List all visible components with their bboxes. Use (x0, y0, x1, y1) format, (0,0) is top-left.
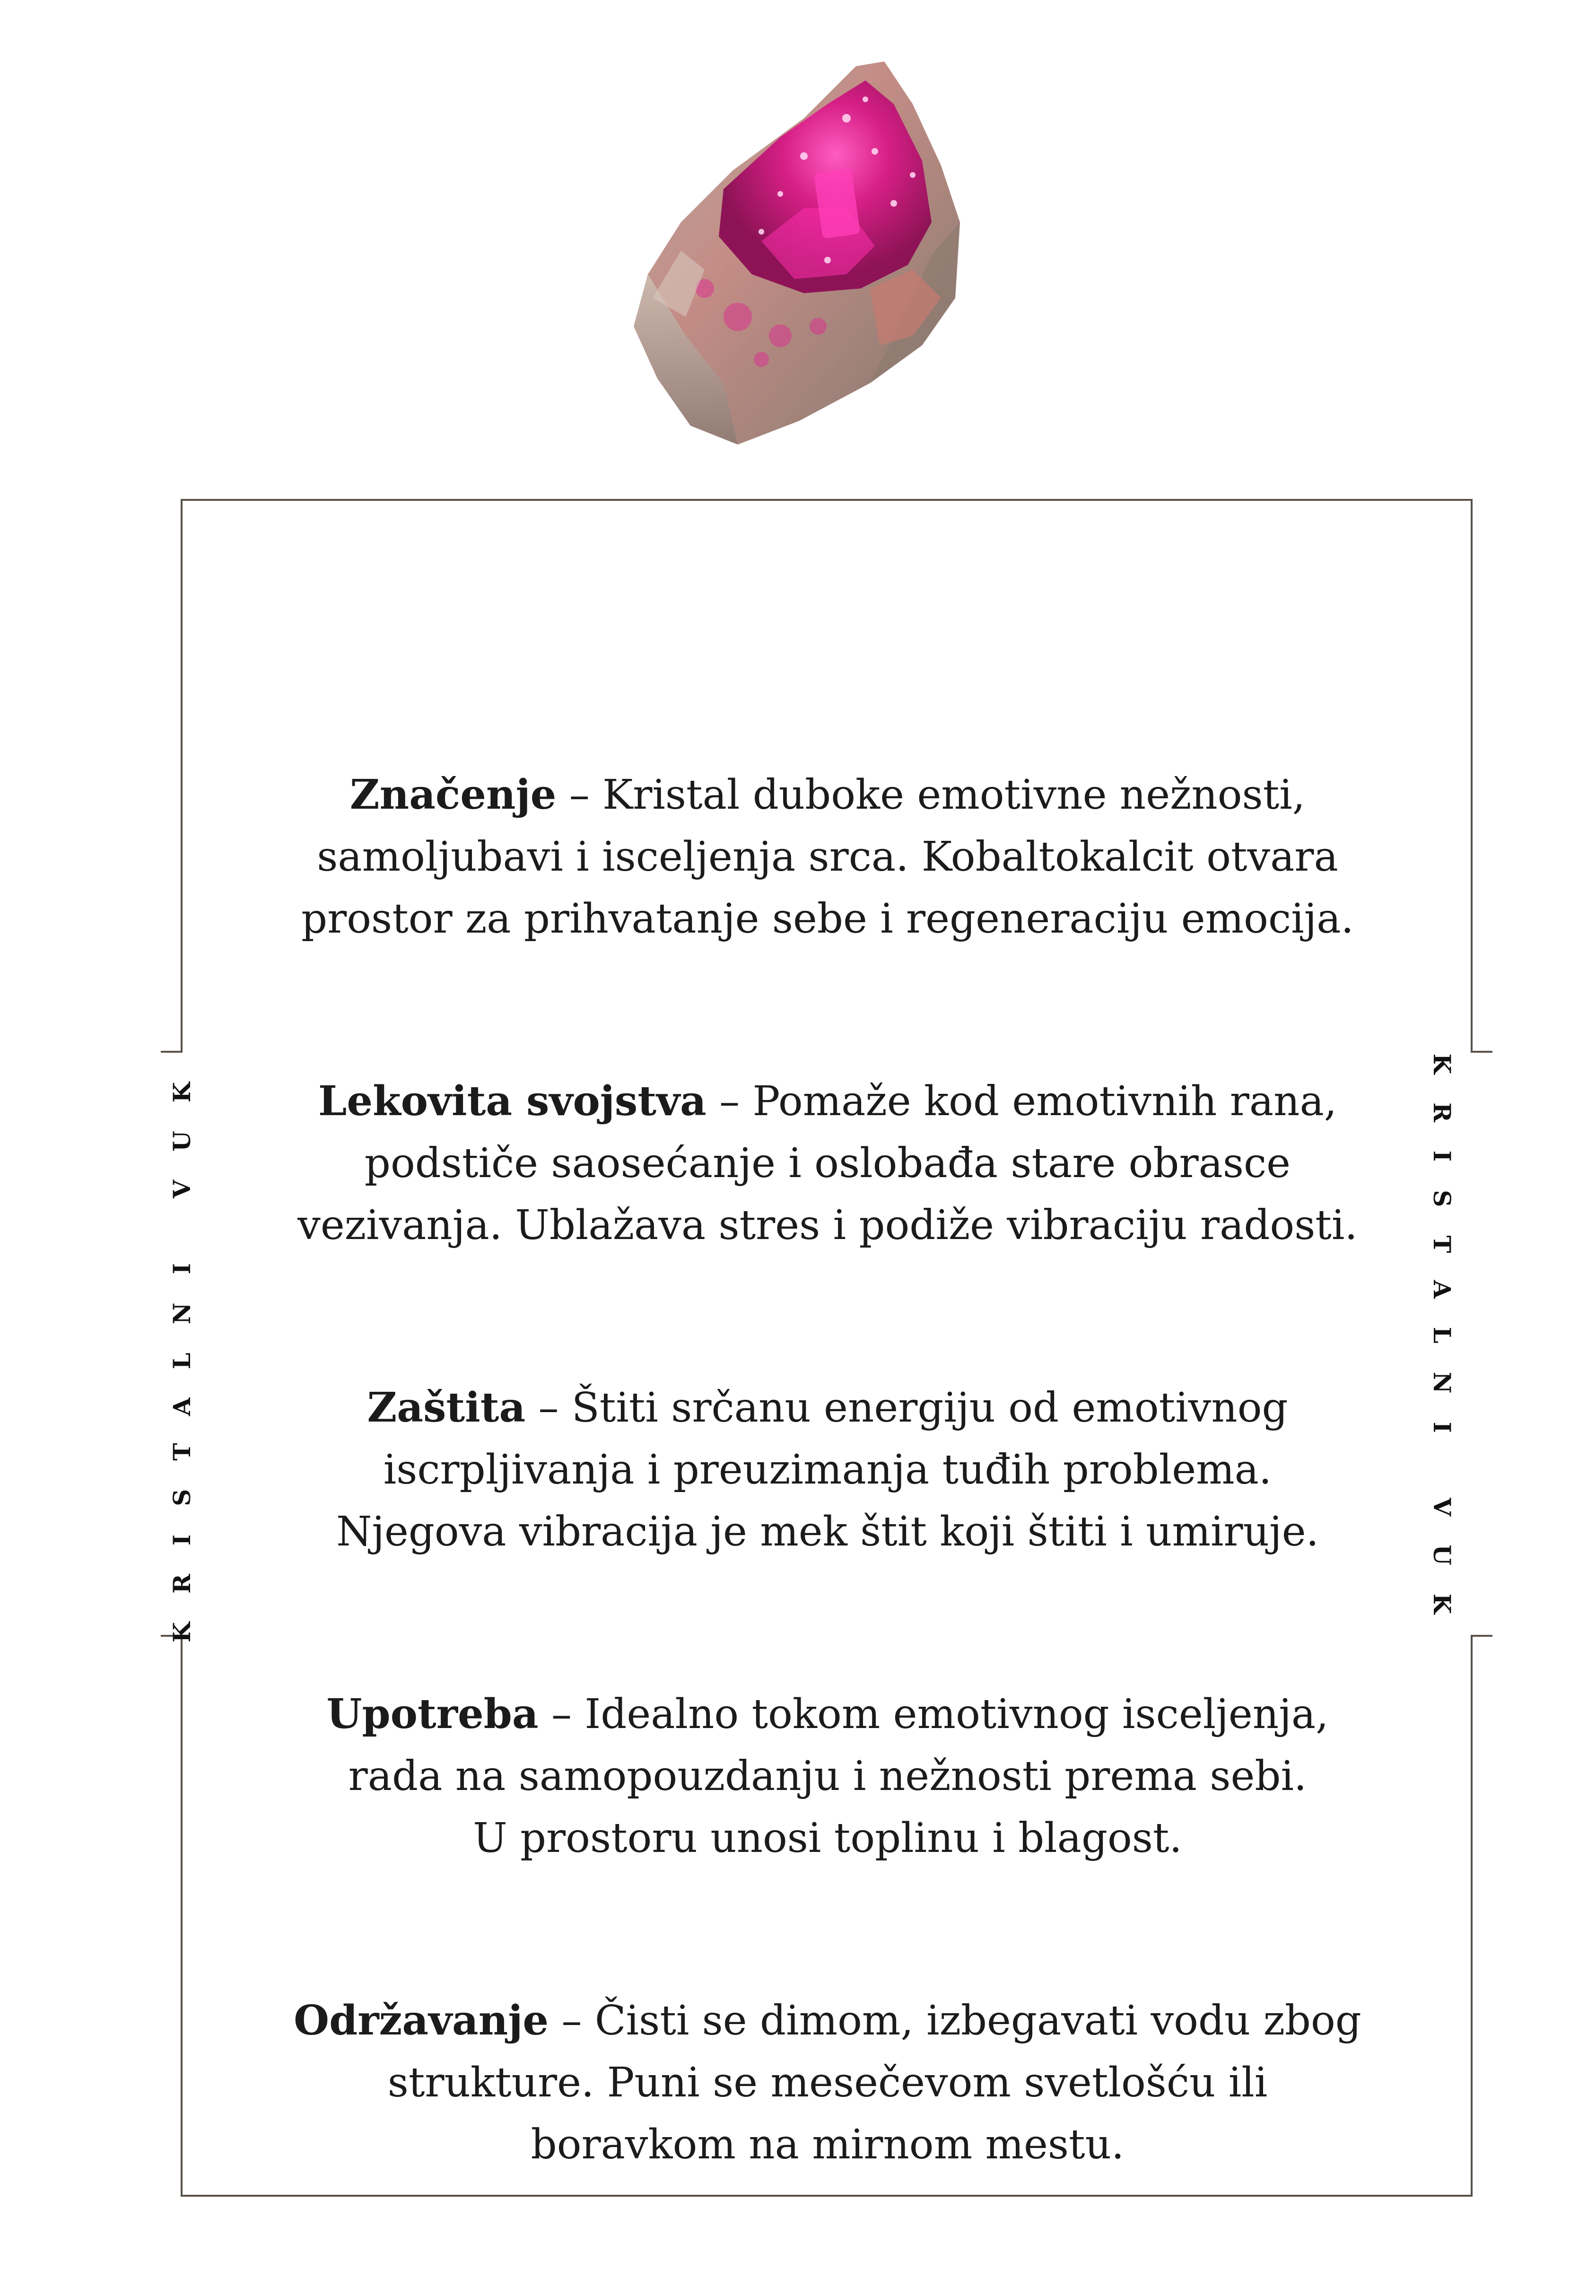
section-healing-properties (284, 1070, 1371, 1257)
section-text: boravkom na mirnom mestu. (531, 2121, 1125, 2168)
section-title: Zaštita (367, 1384, 526, 1432)
section-title: Upotreba (326, 1690, 539, 1738)
section-title: Održavanje (294, 1997, 549, 2044)
frame-left-border-bottom (181, 1636, 183, 2197)
section-line (284, 764, 1371, 826)
section-protection (284, 1377, 1371, 1563)
brand-label-right (1414, 1053, 1471, 1642)
section-text: Njegova vibracija je mek štit koji štiti i umiruje. (336, 1508, 1319, 1555)
section-text: – Pomaže kod emotivnih rana, (706, 1078, 1337, 1125)
crystal-description (284, 764, 1371, 2296)
section-text: prostor za prihvatanje sebe i regeneraciju emocija. (301, 895, 1354, 943)
section-text: – Štiti srčanu energiju od emotivnog (525, 1384, 1288, 1432)
frame-tick (1471, 1635, 1492, 1637)
section-text: rada na samopouzdanju i nežnosti prema sebi. (348, 1753, 1307, 1800)
frame-right-border-bottom (1471, 1636, 1473, 2197)
crystal-image (582, 52, 1007, 454)
section-title: Značenje (349, 771, 557, 819)
section-line (284, 1990, 1371, 2052)
section-text: U prostoru unosi toplinu i blagost. (473, 1815, 1182, 1862)
section-title: Lekovita svojstva (318, 1077, 706, 1125)
section-text: – Kristal duboke emotivne nežnosti, (556, 771, 1306, 819)
frame-right-border-top (1471, 499, 1473, 1052)
frame-top-border (181, 499, 1473, 501)
brand-text-right: KRISTALNI VUK (1428, 1053, 1456, 1642)
section-text: vezivanja. Ublažava stres i podiže vibraciju radosti. (297, 1202, 1358, 1249)
section-meaning (284, 764, 1371, 950)
frame-left-border-top (181, 499, 183, 1052)
frame-tick (1471, 1051, 1492, 1053)
section-maintenance (284, 1990, 1371, 2176)
section-line (284, 1377, 1371, 1439)
section-text: – Čisti se dimom, izbegavati vodu zbog (549, 1997, 1361, 2044)
section-text: podstiče saosećanje i oslobađa stare obrasce (364, 1140, 1291, 1187)
section-text: strukture. Puni se mesečevom svetlošću ili (387, 2059, 1268, 2106)
section-text: samoljubavi i isceljenja srca. Kobaltokalcit otvara (317, 833, 1338, 881)
section-line (284, 1070, 1371, 1133)
frame-tick (161, 1051, 183, 1053)
section-usage (284, 1683, 1371, 1869)
brand-text-left: KRISTALNI VUK (168, 1053, 196, 1642)
brand-label-left (154, 1053, 210, 1642)
section-line (284, 1683, 1371, 1746)
section-text: iscrpljivanja i preuzimanja tuđih problema. (383, 1446, 1272, 1493)
crystal-icon (582, 52, 1007, 454)
section-text: – Idealno tokom emotivnog isceljenja, (538, 1691, 1329, 1738)
